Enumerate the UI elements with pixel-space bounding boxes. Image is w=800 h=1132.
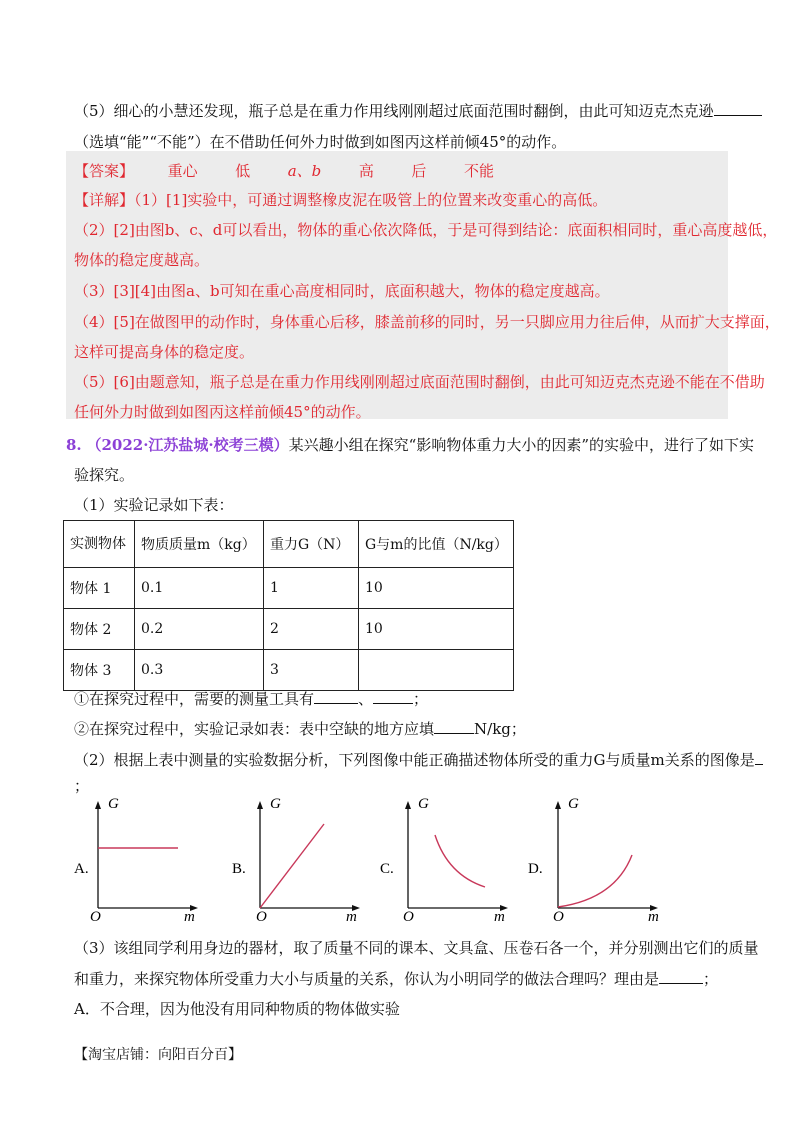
footer-shop: 【淘宝店铺：向阳百分百】 bbox=[74, 1047, 242, 1063]
q5-line2: （选填“能”“不能”）在不借助任何外力时做到如图丙这样前倾45°的动作。 bbox=[74, 133, 567, 151]
graph-options bbox=[60, 795, 680, 925]
table-row: 物体 2 0.2 2 10 bbox=[64, 609, 514, 650]
q8-item1: ①在探究过程中，需要的测量工具有 、 ； bbox=[74, 690, 429, 708]
q8-sub3a: （3）该组同学利用身边的器材，取了质量不同的课本、文具盒、压卷石各一个，并分别测出它们的质量 bbox=[74, 939, 759, 957]
origin-label: O bbox=[403, 909, 414, 925]
y-axis-label: G bbox=[568, 796, 579, 812]
answer-line: 【答案】 重心 低 a、b 高 后 不能 bbox=[74, 162, 495, 180]
option-label: C. bbox=[380, 861, 394, 877]
q8-option-a[interactable]: A．不合理，因为他没有用同种物质的物体做实验 bbox=[74, 1000, 400, 1018]
table-header: 物质质量m（kg） bbox=[135, 521, 264, 568]
origin-label: O bbox=[256, 909, 267, 925]
q8-sub2: （2）根据上表中测量的实验数据分析，下列图像中能正确描述物体所受的重力G与质量m关系的图像是 bbox=[74, 749, 763, 771]
origin-label: O bbox=[90, 909, 101, 925]
origin-label: O bbox=[553, 909, 564, 925]
x-axis-label: m bbox=[648, 909, 659, 925]
x-axis-label: m bbox=[184, 909, 195, 925]
answer-blank[interactable] bbox=[714, 101, 762, 116]
detail-line-5a: （5）[6]由题意知，瓶子总是在重力作用线刚刚超过底面范围时翻倒，由此可知迈克杰克逊不能在不借助 bbox=[74, 373, 765, 391]
graph-c-curve bbox=[435, 835, 485, 887]
table-row: 物体 3 0.3 3 bbox=[64, 650, 514, 691]
table-row: 物体 1 0.1 1 10 bbox=[64, 568, 514, 609]
graph-option-a[interactable] bbox=[74, 796, 198, 925]
q5-line1: （5）细心的小慧还发现，瓶子总是在重力作用线刚刚超过底面范围时翻倒，由此可知迈克杰克逊 bbox=[74, 100, 762, 122]
detail-line-2a: （2）[2]由图b、c、d可以看出，物体的重心依次降低，于是可得到结论：底面积相同时，重心高度越低， bbox=[74, 221, 778, 239]
x-axis-label: m bbox=[346, 909, 357, 925]
y-axis-label: G bbox=[270, 796, 281, 812]
table-header: G与m的比值（N/kg） bbox=[359, 521, 514, 568]
graph-option-b[interactable] bbox=[232, 796, 360, 925]
q8-sub3b: 和重力，来探究物体所受重力大小与质量的关系，你认为小明同学的做法合理吗？理由是 ； bbox=[74, 970, 719, 988]
answer-blank[interactable] bbox=[659, 969, 703, 984]
answer-blank[interactable] bbox=[755, 750, 763, 765]
answer-label: 【答案】 bbox=[74, 162, 135, 180]
x-axis-label: m bbox=[494, 909, 505, 925]
empty-cell[interactable] bbox=[359, 650, 514, 691]
graph-b-curve bbox=[260, 824, 324, 908]
q8-sub2-end: ； bbox=[74, 777, 90, 795]
table-header-row bbox=[64, 521, 514, 568]
detail-line-4a: （4）[5]在做图甲的动作时，身体重心后移，膝盖前移的同时，另一只脚应用力往后伸，从而扩大支撑面， bbox=[74, 313, 780, 331]
y-axis-label: G bbox=[108, 796, 119, 812]
experiment-table bbox=[63, 520, 514, 691]
q8-heading: 8. （2022·江苏盐城·校考三模）某兴趣小组在探究“影响物体重力大小的因素”的实验中，进行了如下实 bbox=[66, 436, 754, 454]
detail-line-2b: 物体的稳定度越高。 bbox=[74, 251, 210, 269]
graph-d-curve bbox=[558, 855, 632, 907]
answer-blank[interactable] bbox=[373, 689, 413, 704]
detail-line-5b: 任何外力时做到如图丙这样前倾45°的动作。 bbox=[74, 403, 371, 421]
graph-option-c[interactable] bbox=[380, 796, 508, 925]
table-header: 重力G（N） bbox=[264, 521, 359, 568]
detail-line-4b: 这样可提高身体的稳定度。 bbox=[74, 343, 255, 361]
q8-sub1: （1）实验记录如下表： bbox=[74, 496, 234, 514]
table-header: 实测物体 bbox=[64, 521, 135, 568]
option-label: B. bbox=[232, 861, 246, 877]
q8-item2: ②在探究过程中，实验记录如表：表中空缺的地方应填 N/kg； bbox=[74, 720, 526, 738]
detail-line-3: （3）[3][4]由图a、b可知在重心高度相同时，底面积越大，物体的稳定度越高。 bbox=[74, 282, 610, 300]
y-axis-label: G bbox=[418, 796, 429, 812]
answer-blank[interactable] bbox=[314, 689, 358, 704]
option-label: A. bbox=[74, 861, 89, 877]
option-label: D. bbox=[528, 861, 543, 877]
answer-blank[interactable] bbox=[434, 719, 474, 734]
q8-heading-cont: 验探究。 bbox=[74, 466, 135, 484]
graph-option-d[interactable] bbox=[528, 796, 659, 925]
detail-line-1: 【详解】（1）[1]实验中，可通过调整橡皮泥在吸管上的位置来改变重心的高低。 bbox=[74, 191, 608, 209]
